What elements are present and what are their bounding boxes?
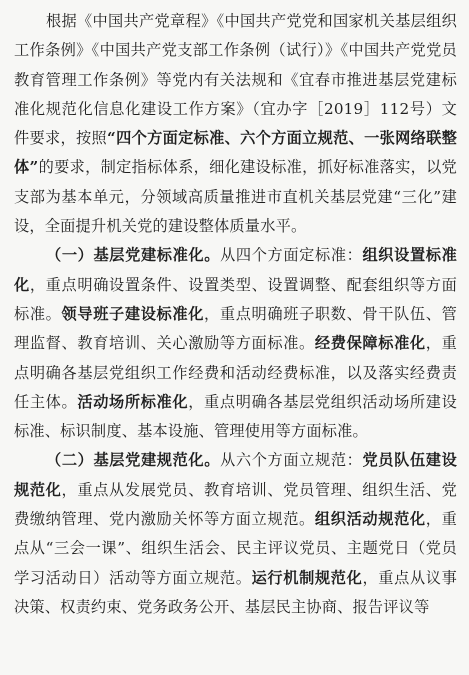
member-team-text: ，重点从发展党员、教育培训、党员管理、组织生活、党费缴纳管理、党内激励关怀等方面立规范。 bbox=[14, 480, 457, 529]
section-one-lead: 从四个方面定标准： bbox=[220, 246, 363, 265]
venue-text: ，重点明确各基层党组织活动场所建设标准、标识制度、基本设施、管理使用等方面标准。 bbox=[14, 392, 457, 441]
section-one-heading: （一）基层党建标准化。 bbox=[46, 246, 221, 265]
venue-term: 活动场所标准化 bbox=[77, 392, 189, 411]
org-activity-term: 组织活动规范化 bbox=[314, 510, 426, 529]
section-two-heading: （二）基层党建规范化。 bbox=[46, 451, 221, 470]
org-activity-text: ，重点从“三会一课”、组织生活会、民主评议党员、主题党日（党员学习活动日）活动等方面立规范。 bbox=[14, 510, 457, 587]
intro-text-2: 的要求，制定指标体系，细化建设标准，抓好标准落实，以党支部为基本单元，分领域高质量推进市直机关基层党建“三化”建设，全面提升机关党的建设整体质量水平。 bbox=[14, 158, 458, 236]
funding-text: ，重点明确各基层党组织工作经费和活动经费标准，以及落实经费责任主体。 bbox=[14, 334, 457, 411]
section-two-lead: 从六个方面立规范： bbox=[220, 451, 363, 470]
leadership-text: ，重点明确班子职数、骨干队伍、管理监督、教育培训、关心激励等方面标准。 bbox=[14, 304, 457, 353]
intro-text-1: 根据《中国共产党章程》《中国共产党党和国家机关基层组织工作条例》《中国共产党支部工作条例（试行）》《中国共产党党员教育管理工作条例》等党内有关法规和《宜春市推进基层党建标准化规范化信息化建设工作方案》（宜办字［2019］112号）文件要求，按照 bbox=[14, 12, 457, 148]
leadership-term: 领导班子建设标准化 bbox=[61, 304, 205, 323]
intro-emphasis: “四个方面定标准、六个方面立规范、一张网络联整体” bbox=[14, 129, 457, 177]
mechanism-term: 运行机制规范化 bbox=[251, 568, 363, 587]
section-one-paragraph bbox=[14, 241, 457, 446]
mechanism-text: ，重点从议事决策、权责约束、党务政务公开、基层民主协商、报告评议等 bbox=[14, 568, 458, 616]
intro-paragraph bbox=[14, 7, 457, 241]
member-team-term: 党员队伍建设规范化 bbox=[14, 451, 457, 499]
section-two-paragraph bbox=[14, 446, 457, 622]
funding-term: 经费保障标准化 bbox=[314, 334, 426, 353]
org-setup-text: ，重点明确设置条件、设置类型、设置调整、配套组织等方面标准。 bbox=[14, 275, 457, 323]
org-setup-term: 组织设置标准化 bbox=[14, 246, 457, 294]
